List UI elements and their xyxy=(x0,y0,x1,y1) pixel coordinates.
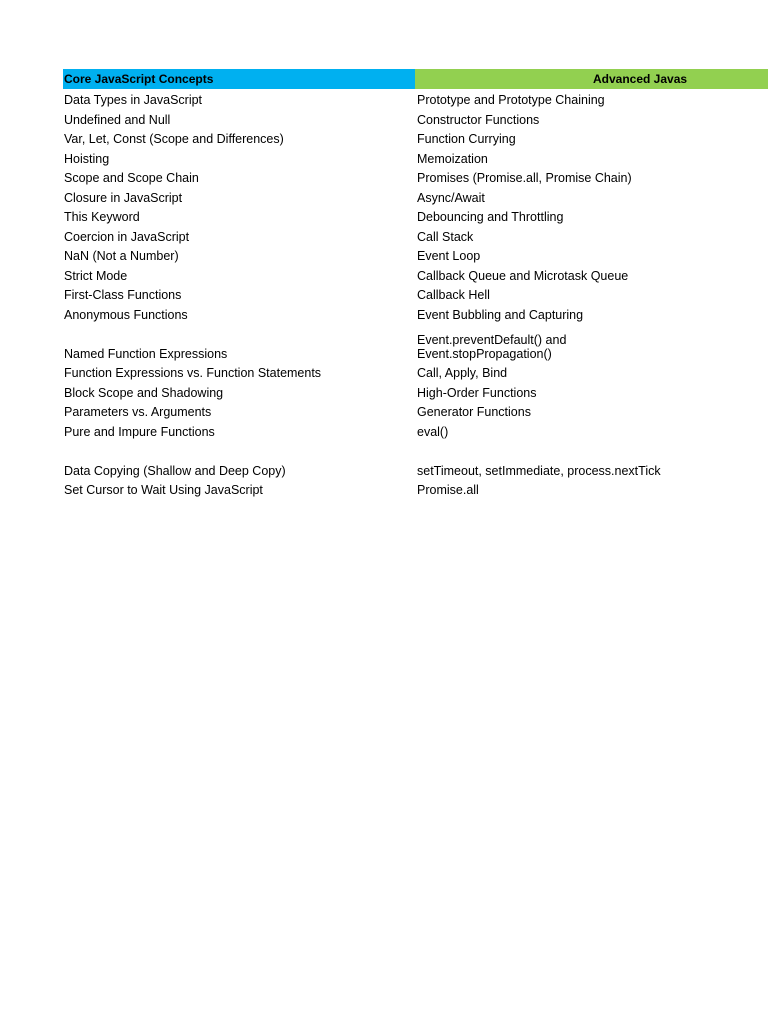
core-concept-cell[interactable]: Named Function Expressions xyxy=(64,347,228,361)
table-row xyxy=(63,245,768,265)
core-concept-cell[interactable]: Pure and Impure Functions xyxy=(64,425,215,439)
advanced-concept-cell[interactable]: Call, Apply, Bind xyxy=(417,367,508,380)
advanced-concept-cell[interactable]: Callback Queue and Microtask Queue xyxy=(417,269,629,283)
advanced-concept-cell[interactable]: Debouncing and Throttling xyxy=(417,211,564,224)
table-row xyxy=(63,421,768,441)
advanced-concept-cell[interactable]: Promises (Promise.all, Promise Chain) xyxy=(417,172,632,185)
core-concept-cell[interactable]: Data Copying (Shallow and Deep Copy) xyxy=(64,464,286,478)
table-row xyxy=(63,479,768,499)
core-concept-cell[interactable]: Hoisting xyxy=(64,152,110,166)
advanced-concept-cell[interactable]: Function Currying xyxy=(417,133,516,146)
core-concept-cell[interactable]: NaN (Not a Number) xyxy=(64,250,179,263)
table-row xyxy=(63,265,768,285)
table-row xyxy=(63,284,768,304)
core-concept-cell[interactable]: This Keyword xyxy=(64,211,140,224)
table-row xyxy=(63,440,768,479)
advanced-concept-cell[interactable]: High-Order Functions xyxy=(417,386,537,400)
table-row xyxy=(63,206,768,226)
core-concept-cell[interactable]: First-Class Functions xyxy=(64,289,182,302)
advanced-concept-cell[interactable]: Event Bubbling and Capturing xyxy=(417,308,584,322)
core-concept-cell[interactable]: Parameters vs. Arguments xyxy=(64,406,212,419)
advanced-concept-cell[interactable]: eval() xyxy=(417,425,449,439)
concept-rows xyxy=(63,89,768,499)
advanced-concepts-header[interactable] xyxy=(415,69,768,89)
advanced-concept-cell[interactable]: Promise.all xyxy=(417,484,479,497)
core-concept-cell[interactable]: Closure in JavaScript xyxy=(64,191,183,205)
core-concept-cell[interactable]: Set Cursor to Wait Using JavaScript xyxy=(64,484,263,497)
advanced-concept-cell[interactable]: Constructor Functions xyxy=(417,113,540,127)
table-row xyxy=(63,167,768,187)
advanced-concept-cell[interactable]: Call Stack xyxy=(417,230,474,244)
table-row xyxy=(63,304,768,324)
table-row xyxy=(63,362,768,382)
core-concept-cell[interactable]: Function Expressions vs. Function Statements xyxy=(64,367,322,380)
table-row xyxy=(63,109,768,129)
table-row xyxy=(63,148,768,168)
core-concepts-header[interactable]: Core JavaScript Concepts xyxy=(63,69,415,89)
table-row xyxy=(63,187,768,207)
advanced-concept-cell[interactable]: Callback Hell xyxy=(417,289,490,302)
core-concept-cell[interactable]: Undefined and Null xyxy=(64,113,171,127)
advanced-concept-cell[interactable]: Memoization xyxy=(417,152,488,166)
table-row xyxy=(63,401,768,421)
table-row xyxy=(63,323,768,362)
table-row xyxy=(63,226,768,246)
core-concept-cell[interactable]: Data Types in JavaScript xyxy=(64,94,203,107)
advanced-concept-cell[interactable]: Event.preventDefault() and Event.stopPropagation() xyxy=(417,334,567,361)
spreadsheet xyxy=(63,69,768,499)
advanced-concept-cell[interactable]: Event Loop xyxy=(417,250,481,263)
core-concept-cell[interactable]: Anonymous Functions xyxy=(64,308,188,322)
core-concept-cell[interactable]: Var, Let, Const (Scope and Differences) xyxy=(64,133,284,146)
advanced-concept-cell[interactable]: setTimeout, setImmediate, process.nextTick xyxy=(417,464,661,478)
header-row xyxy=(63,69,768,89)
core-concept-cell[interactable]: Block Scope and Shadowing xyxy=(64,386,224,400)
advanced-concepts-header-label: Advanced Javas xyxy=(593,72,688,86)
core-concept-cell[interactable]: Coercion in JavaScript xyxy=(64,230,190,244)
advanced-concept-cell[interactable]: Async/Await xyxy=(417,191,485,205)
core-concept-cell[interactable]: Strict Mode xyxy=(64,269,128,283)
table-row xyxy=(63,89,768,109)
core-concept-cell[interactable]: Scope and Scope Chain xyxy=(64,172,199,185)
advanced-concept-cell[interactable]: Generator Functions xyxy=(417,406,531,419)
advanced-concept-cell[interactable]: Prototype and Prototype Chaining xyxy=(417,94,605,107)
table-row xyxy=(63,128,768,148)
table-row xyxy=(63,382,768,402)
